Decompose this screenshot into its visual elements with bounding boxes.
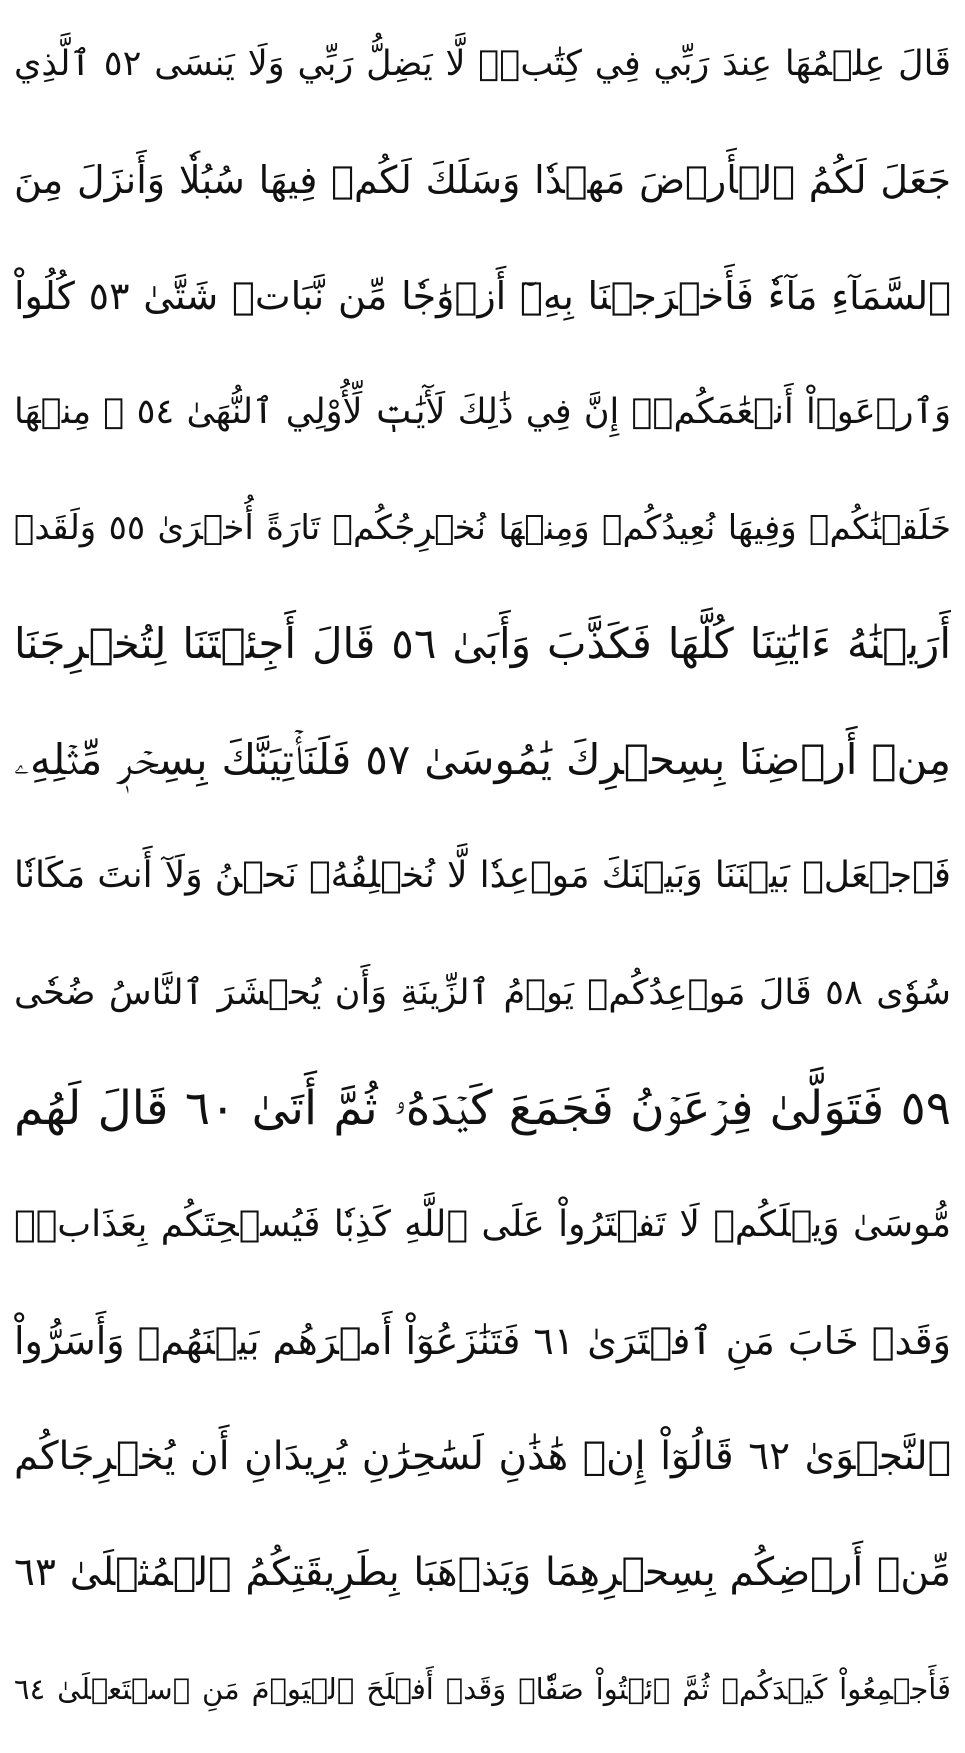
line-text: سُوٗى ٥٨ قَالَ مَوۡعِدُكُمۡ يَوۡمُ ٱلزِّينَةِ وَأَن يُحۡشَرَ ٱلنَّاسُ ضُحٗى [14,972,951,1013]
text-line [14,1517,951,1629]
line-text: ٱلنَّجۡوَىٰ ٦٢ قَالُوٓاْ إِنۡ هَٰذَٰنِ لَسَٰحِرَٰنِ يُرِيدَانِ أَن يُخۡرِجَاكُم [14,1433,951,1479]
line-text: قَالَ عِلۡمُهَا عِندَ رَبِّي فِي كِتَٰبٖۖ لَّا يَضِلُّ رَبِّي وَلَا يَنسَى ٥٢ ٱلَّذِي [14,44,951,84]
line-text: خَلَقۡنَٰكُمۡ وَفِيهَا نُعِيدُكُمۡ وَمِنۡهَا نُخۡرِجُكُمۡ تَارَةً أُخۡرَىٰ ٥٥ وَلَقَدۡ [14,508,951,549]
text-line [14,1053,951,1165]
line-text: وَقَدۡ خَابَ مَنِ ٱفۡتَرَىٰ ٦١ فَتَنَٰزَعُوٓاْ أَمۡرَهُم بَيۡنَهُمۡ وَأَسَرُّواْ [14,1318,951,1363]
text-line [14,8,951,120]
text-line [14,704,951,816]
line-text: فَٱجۡعَلۡ بَيۡنَنَا وَبَيۡنَكَ مَوۡعِدٗا لَّا نُخۡلِفُهُۥ نَحۡنُ وَلَآ أَنتَ مَكَانٗا [14,855,951,897]
text-lines [14,8,951,1745]
line-text: فَأَجۡمِعُواْ كَيۡدَكُمۡ ثُمَّ ٱئۡتُواْ صَفّٗاۚ وَقَدۡ أَفۡلَحَ ٱلۡيَوۡمَ مَنِ ٱسۡتَعۡلَىٰ ٦٤ [14,1671,951,1706]
line-text: مِّنۡ أَرۡضِكُم بِسِحۡرِهِمَا وَيَذۡهَبَا بِطَرِيقَتِكُمُ ٱلۡمُثۡلَىٰ ٦٣ [14,1549,951,1595]
text-line [14,588,951,700]
text-line [14,1169,951,1281]
line-text: مِنۡ أَرۡضِنَا بِسِحۡرِكَ يَٰمُوسَىٰ ٥٧ فَلَنَأۡتِيَنَّكَ بِسِحۡرٖ مِّثۡلِهِۦ [14,735,951,785]
text-line [14,472,951,584]
text-line [14,1285,951,1397]
text-line [14,937,951,1049]
line-text: ٱلسَّمَآءِ مَآءٗ فَأَخۡرَجۡنَا بِهِۦٓ أَزۡوَٰجٗا مِّن نَّبَاتٖ شَتَّىٰ ٥٣ كُلُواْ [14,274,951,319]
text-line [14,820,951,932]
line-text: ٥٩ فَتَوَلَّىٰ فِرۡعَوۡنُ فَجَمَعَ كَيۡدَهُۥ ثُمَّ أَتَىٰ ٦٠ قَالَ لَهُم [14,1080,951,1136]
text-line [14,356,951,468]
line-text: مُّوسَىٰ وَيۡلَكُمۡ لَا تَفۡتَرُواْ عَلَى ٱللَّهِ كَذِبٗا فَيُسۡحِتَكُم بِعَذَابٖۖ [14,1203,951,1245]
text-line [14,1633,951,1745]
line-text: جَعَلَ لَكُمُ ٱلۡأَرۡضَ مَهۡدٗا وَسَلَكَ لَكُمۡ فِيهَا سُبُلٗا وَأَنزَلَ مِنَ [14,158,951,203]
text-line [14,1401,951,1513]
text-line [14,240,951,352]
line-text: وَٱرۡعَوۡاْ أَنۡعَٰمَكُمۡۚ إِنَّ فِي ذَٰلِكَ لَأٓيَٰتٖ لِّأُوْلِي ٱلنُّهَىٰ ٥٤ ۞ مِنۡهَا [14,392,951,433]
line-text: أَرَيۡنَٰهُ ءَايَٰتِنَا كُلَّهَا فَكَذَّبَ وَأَبَىٰ ٥٦ قَالَ أَجِئۡتَنَا لِتُخۡرِجَنَا [14,619,951,669]
text-line [14,124,951,236]
